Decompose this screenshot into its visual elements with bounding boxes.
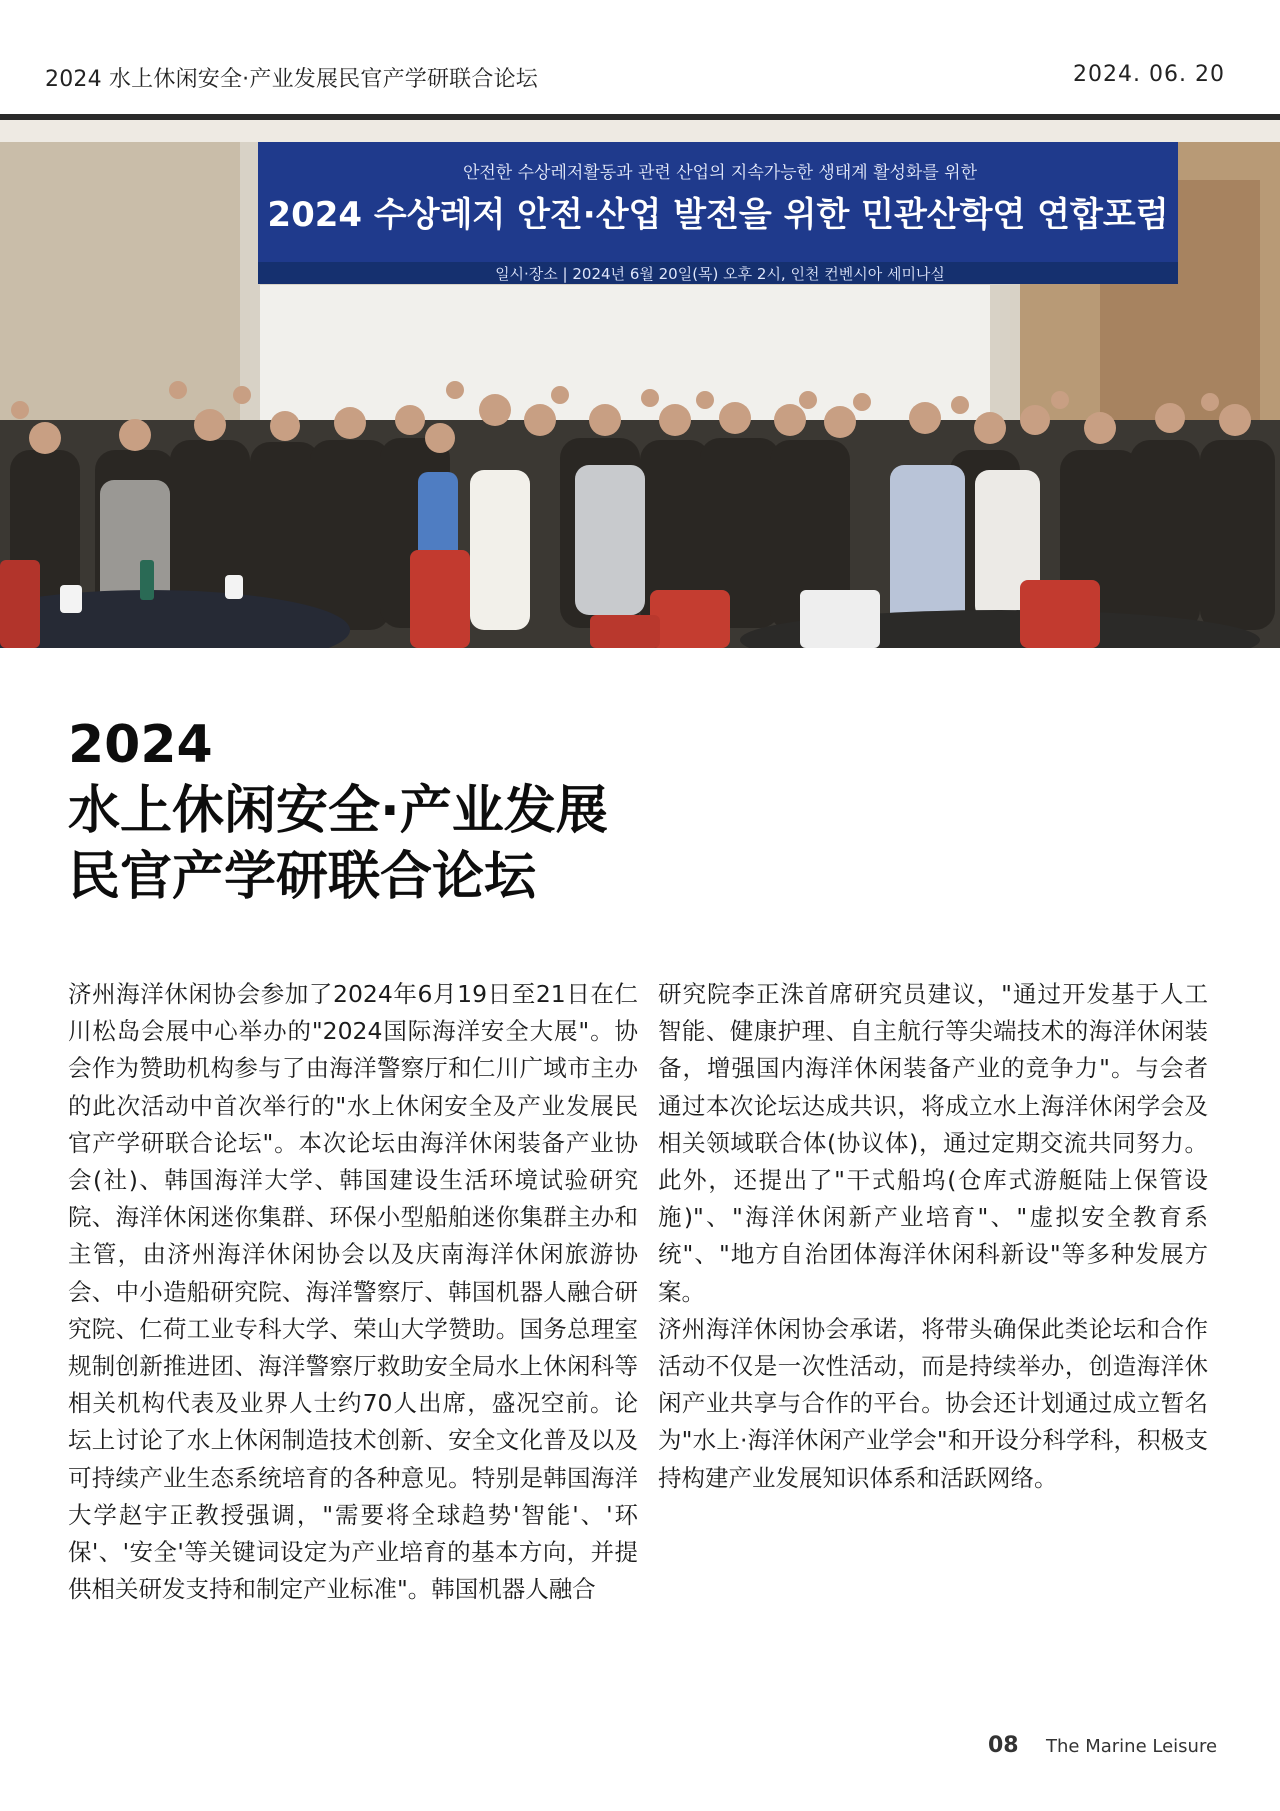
banner-subtitle: 안전한 수상레저활동과 관련 산업의 지속가능한 생태계 활성화를 위한 [462, 163, 978, 183]
header-title: 2024 水上休闲安全·产业发展民官产学研联合论坛 [45, 67, 538, 92]
header-date: 2024. 06. 20 [1073, 62, 1225, 87]
right-column-paragraph-1: 研究院李正洙首席研究员建议，"通过开发基于人工智能、健康护理、自主航行等尖端技术的海洋休闲装备，增强国内海洋休闲装备产业的竞争力"。与会者通过本次论坛达成共识，将成立水上海洋休闲学会及相关领域联合体(协议体)，通过定期交流共同努力。此外，还提出了"干式船坞(仓库式游艇陆上保管设施)"、"海洋休闲新产业培育"、"虚拟安全教育系统"、"地方自治团体海洋休闲科新设"等多种发展方案。 [658, 980, 1208, 1306]
article-right-column [658, 976, 1208, 1497]
left-column-text: 济州海洋休闲协会参加了2024年6月19日至21日在仁川松岛会展中心举办的"2024国际海洋安全大展"。协会作为赞助机构参与了由海洋警察厅和仁川广域市主办的此次活动中首次举行的"水上休闲安全及产业发展民官产学研联合论坛"。本次论坛由海洋休闲装备产业协会(社)、韩国海洋大学、韩国建设生活环境试验研究院、海洋休闲迷你集群、环保小型船舶迷你集群主办和主管，由济州海洋休闲协会以及庆南海洋休闲旅游协会、中小造船研究院、海洋警察厅、韩国机器人融合研究院、仁荷工业专科大学、荣山大学赞助。国务总理室规制创新推进团、海洋警察厅救助安全局水上休闲科等相关机构代表及业界人士约70人出席，盛况空前。论坛上讨论了水上休闲制造技术创新、安全文化普及以及可持续产业生态系统培育的各种意见。特别是韩国海洋大学赵宇正教授强调，"需要将全球趋势'智能'、'环保'、'安全'等关键词设定为产业培育的基本方向，并提供相关研发支持和制定产业标准"。韩国机器人融合 [68, 980, 638, 1604]
group-photo [0, 120, 1280, 648]
article-headline [68, 712, 608, 910]
page-number: 08 [988, 1733, 1019, 1758]
right-column-paragraph-2: 济州海洋休闲协会承诺，将带头确保此类论坛和合作活动不仅是一次性活动，而是持续举办，创造海洋休闲产业共享与合作的平台。协会还计划通过成立暂名为"水上·海洋休闲产业学会"和开设分科学科，积极支持构建产业发展知识体系和活跃网络。 [658, 1314, 1208, 1492]
headline-line-3: 民官产学研联合论坛 [68, 847, 537, 907]
headline-line-1: 2024 [68, 715, 213, 775]
article-left-column [68, 976, 638, 1608]
banner-title: 2024 수상레저 안전·산업 발전을 위한 민관산학연 연합포럼 [267, 195, 1169, 235]
banner-info: 일시·장소 | 2024년 6월 20일(목) 오후 2시, 인천 컨벤시아 세미나실 [495, 265, 945, 283]
headline-line-2: 水上休闲安全·产业发展 [68, 781, 608, 841]
magazine-name: The Marine Leisure [1046, 1736, 1218, 1757]
